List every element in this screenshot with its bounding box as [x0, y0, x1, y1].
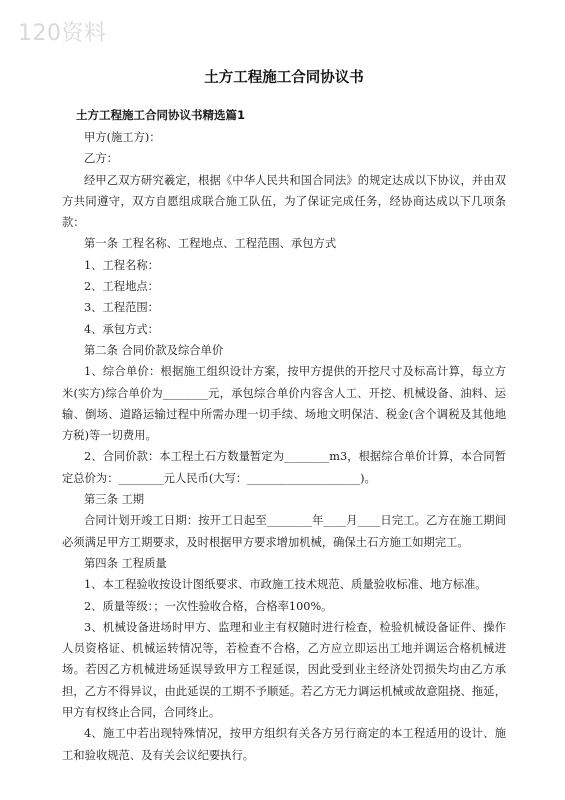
acceptance-standard-line: 1、本工程验收按设计图纸要求、市政施工技术规范、质量验收标准、地方标准。 — [84, 578, 487, 592]
document-body — [62, 127, 506, 766]
document-title: 土方工程施工合同协议书 — [204, 70, 364, 86]
watermark-logo: 120资料 — [18, 21, 107, 46]
article-2-heading: 第二条 合同价款及综合单价 — [84, 343, 224, 357]
unit-price-paragraph: 1、综合单价：根据施工组织设计方案，按甲方提供的开挖尺寸及标高计算，每立方米(实方)综合单价为________元，承包综合单价内容含人工、开挖、机械设备、油料、运输、倒场、道路运输过程中所需办理一切手续、场地文明保洁、税金(含个调税及其他地方税)等一切费用。 — [62, 365, 506, 443]
project-scope-line: 3、工程范围： — [84, 301, 159, 315]
party-b-line: 乙方： — [84, 152, 118, 166]
preamble-paragraph: 经甲乙双方研究羲定，根据《中华人民共和国合同法》的规定达成以下协议，并由双方共同遵守，双方自愿组成联合施工队伍，为了保证完成任务，经协商达成以下几项条款： — [62, 173, 506, 230]
project-name-line: 1、工程名称： — [84, 258, 159, 272]
document-page — [62, 66, 506, 766]
project-location-line: 2、工程地点： — [84, 280, 159, 294]
contract-price-paragraph: 2、合同价款：本工程土石方数量暂定为________m3，根据综合单价计算，本合同暂定总价为：________元人民币(大写：____________________)。 — [62, 450, 506, 485]
article-4-heading: 第四条 工程质量 — [84, 556, 167, 570]
special-conditions-paragraph: 4、施工中若出现特殊情况，按甲方组织有关各方另行商定的本工程适用的设计、施工和验收规范、及有关会议纪要执行。 — [62, 727, 506, 762]
party-a-line: 甲方(施工方)： — [84, 131, 161, 144]
section-title: 土方工程施工合同协议书精选篇1 — [76, 108, 245, 122]
schedule-paragraph: 合同计划开竣工日期：按开工日起至________年____月____日完工。乙方在施工期间必须满足甲方工期要求，及时根据甲方要求增加机械，确保土石方施工如期完工。 — [62, 514, 506, 549]
article-1-heading: 第一条 工程名称、工程地点、工程范围、承包方式 — [84, 237, 337, 251]
contract-method-line: 4、承包方式： — [84, 322, 159, 336]
equipment-inspection-paragraph: 3、机械设备进场时甲方、监理和业主有权随时进行检查，检验机械设备证件、操作人员资格证、机械运转情况等，若检查不合格，乙方应立即运出工地并调运合格机械进场。若因乙方机械进场延误导致甲方工程延误，因此受到业主经济处罚损失均由乙方承担，乙方不得异议，由此延误的工期不予顺延。若乙方无力调运机械或故意阻挠、拖延，甲方有权终止合同，合同终止。 — [62, 620, 506, 720]
article-3-heading: 第三条 工期 — [84, 493, 145, 507]
quality-grade-line: 2、质量等级：；一次性验收合格，合格率100%。 — [84, 599, 333, 613]
